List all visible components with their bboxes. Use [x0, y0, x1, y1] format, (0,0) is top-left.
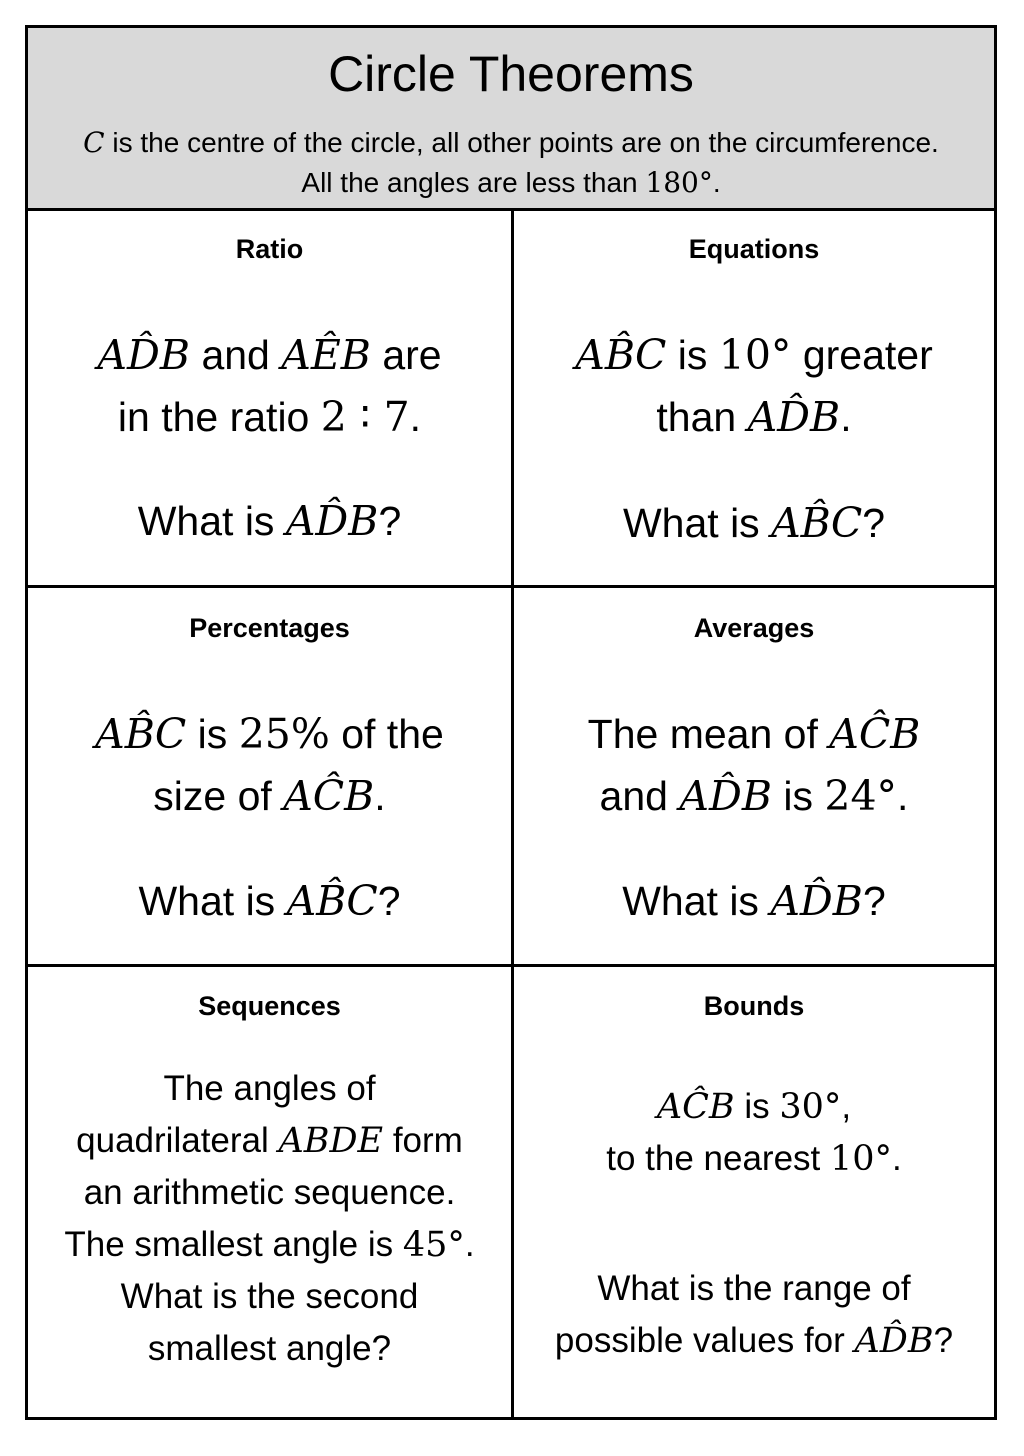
degree-value: 30° [779, 1087, 842, 1127]
angle-adb: AD̂B [747, 393, 841, 441]
text-is: is [666, 332, 719, 378]
degree-value: 45° [402, 1225, 465, 1265]
text-in-ratio: in the ratio [117, 394, 321, 440]
text-smallest-angle: The smallest angle is [64, 1225, 403, 1264]
sequences-line-4 [28, 1219, 511, 1271]
text-what-is: What is [622, 500, 772, 546]
percentages-line-2 [28, 765, 511, 827]
text-period: . [897, 773, 909, 819]
bounds-line-2 [514, 1133, 994, 1185]
text-question-mark: ? [862, 500, 885, 546]
card-title-ratio: Ratio [235, 234, 304, 264]
text-to-the-nearest: to the nearest [606, 1139, 830, 1178]
worksheet [25, 25, 997, 1420]
subtitle-text-1: is the centre of the circle, all other points are on the circumference. [104, 127, 939, 158]
text-question-mark: ? [378, 498, 402, 544]
card-title-percentages: Percentages [189, 613, 350, 643]
equations-line-1 [514, 324, 994, 386]
card-equations [514, 208, 994, 585]
text-are: are [370, 332, 442, 378]
card-title-equations: Equations [688, 234, 820, 264]
percentages-line-1 [28, 703, 511, 765]
header-panel [28, 28, 994, 211]
subtitle-line-2 [28, 165, 994, 201]
text-what-is: What is [622, 878, 771, 924]
subtitle-end: . [712, 167, 721, 198]
text-is: is [186, 711, 239, 757]
angle-acb: AĈB [656, 1087, 735, 1127]
text-is: is [771, 773, 825, 819]
text-period: . [409, 394, 422, 440]
bounds-question-line-1: What is the range of [597, 1269, 911, 1308]
angle-acb: AĈB [829, 710, 921, 758]
text-question-mark: ? [862, 878, 886, 924]
averages-line-1 [514, 703, 994, 765]
equations-question [514, 492, 994, 554]
card-percentages [28, 588, 511, 964]
text-period: . [840, 394, 852, 440]
angle-adb: AD̂B [679, 772, 772, 820]
angle-adb: AD̂B [854, 1321, 934, 1361]
equations-line-2 [514, 386, 994, 448]
ratio-value: 2 ∶ 7 [320, 393, 410, 441]
sequences-line-3: an arithmetic sequence. [83, 1173, 456, 1212]
card-grid [28, 208, 994, 1417]
degree-value: 10° [718, 331, 792, 379]
text-and: and [599, 773, 680, 819]
text-what-is: What is [138, 878, 287, 924]
centre-variable: C [83, 126, 105, 159]
card-title-sequences: Sequences [198, 991, 341, 1021]
angle-acb: AĈB [283, 772, 375, 820]
angle-adb: AD̂B [285, 497, 379, 545]
text-the-mean-of: The mean of [587, 711, 830, 757]
card-sequences [28, 967, 511, 1417]
page-title: Circle Theorems [328, 46, 694, 102]
subtitle-text-2: All the angles are less than [301, 167, 646, 198]
text-and: and [190, 332, 282, 378]
text-quadrilateral: quadrilateral [76, 1121, 279, 1160]
angle-abc: AB̂C [771, 499, 863, 547]
text-what-is: What is [137, 498, 286, 544]
angle-abc: AB̂C [95, 710, 187, 758]
text-is: is [734, 1087, 780, 1126]
sequences-line-6: smallest angle? [147, 1329, 392, 1368]
bounds-line-1 [514, 1081, 994, 1133]
averages-question [514, 870, 994, 932]
card-bounds [514, 967, 994, 1417]
angle-abc: AB̂C [286, 877, 378, 925]
text-possible-values-for: possible values for [554, 1321, 855, 1360]
ratio-line-1 [28, 324, 511, 386]
degree-value: 24° [824, 772, 898, 820]
percentages-question [28, 870, 511, 932]
text-question-mark: ? [377, 878, 401, 924]
sequences-line-1: The angles of [163, 1069, 376, 1108]
percent-value: 25% [238, 710, 330, 758]
text-period: . [892, 1139, 902, 1178]
angle-aeb: AÊB [281, 331, 371, 379]
sequences-line-2 [28, 1115, 511, 1167]
quadrilateral-abde: ABDE [278, 1121, 384, 1161]
text-greater: greater [791, 332, 933, 378]
card-ratio [28, 208, 511, 585]
subtitle-line-1 [28, 125, 994, 161]
text-than: than [656, 394, 748, 440]
text-of-the: of the [329, 711, 444, 757]
averages-line-2 [514, 765, 994, 827]
subtitle-angle-value: 180° [645, 166, 713, 199]
ratio-line-2 [28, 386, 511, 448]
text-comma: , [841, 1087, 852, 1126]
degree-value: 10° [829, 1139, 893, 1179]
text-period: . [374, 773, 386, 819]
card-title-averages: Averages [693, 613, 815, 643]
angle-adb: AD̂B [97, 331, 191, 379]
text-size-of: size of [153, 773, 284, 819]
card-averages [514, 588, 994, 964]
text-period: . [464, 1225, 475, 1264]
text-question-mark: ? [933, 1321, 954, 1360]
angle-abc: AB̂C [575, 331, 667, 379]
text-form: form [383, 1121, 463, 1160]
angle-adb: AD̂B [770, 877, 863, 925]
sequences-line-5: What is the second [120, 1277, 419, 1316]
ratio-question [28, 490, 511, 552]
bounds-question-line-2 [514, 1315, 994, 1367]
card-title-bounds: Bounds [703, 991, 805, 1021]
